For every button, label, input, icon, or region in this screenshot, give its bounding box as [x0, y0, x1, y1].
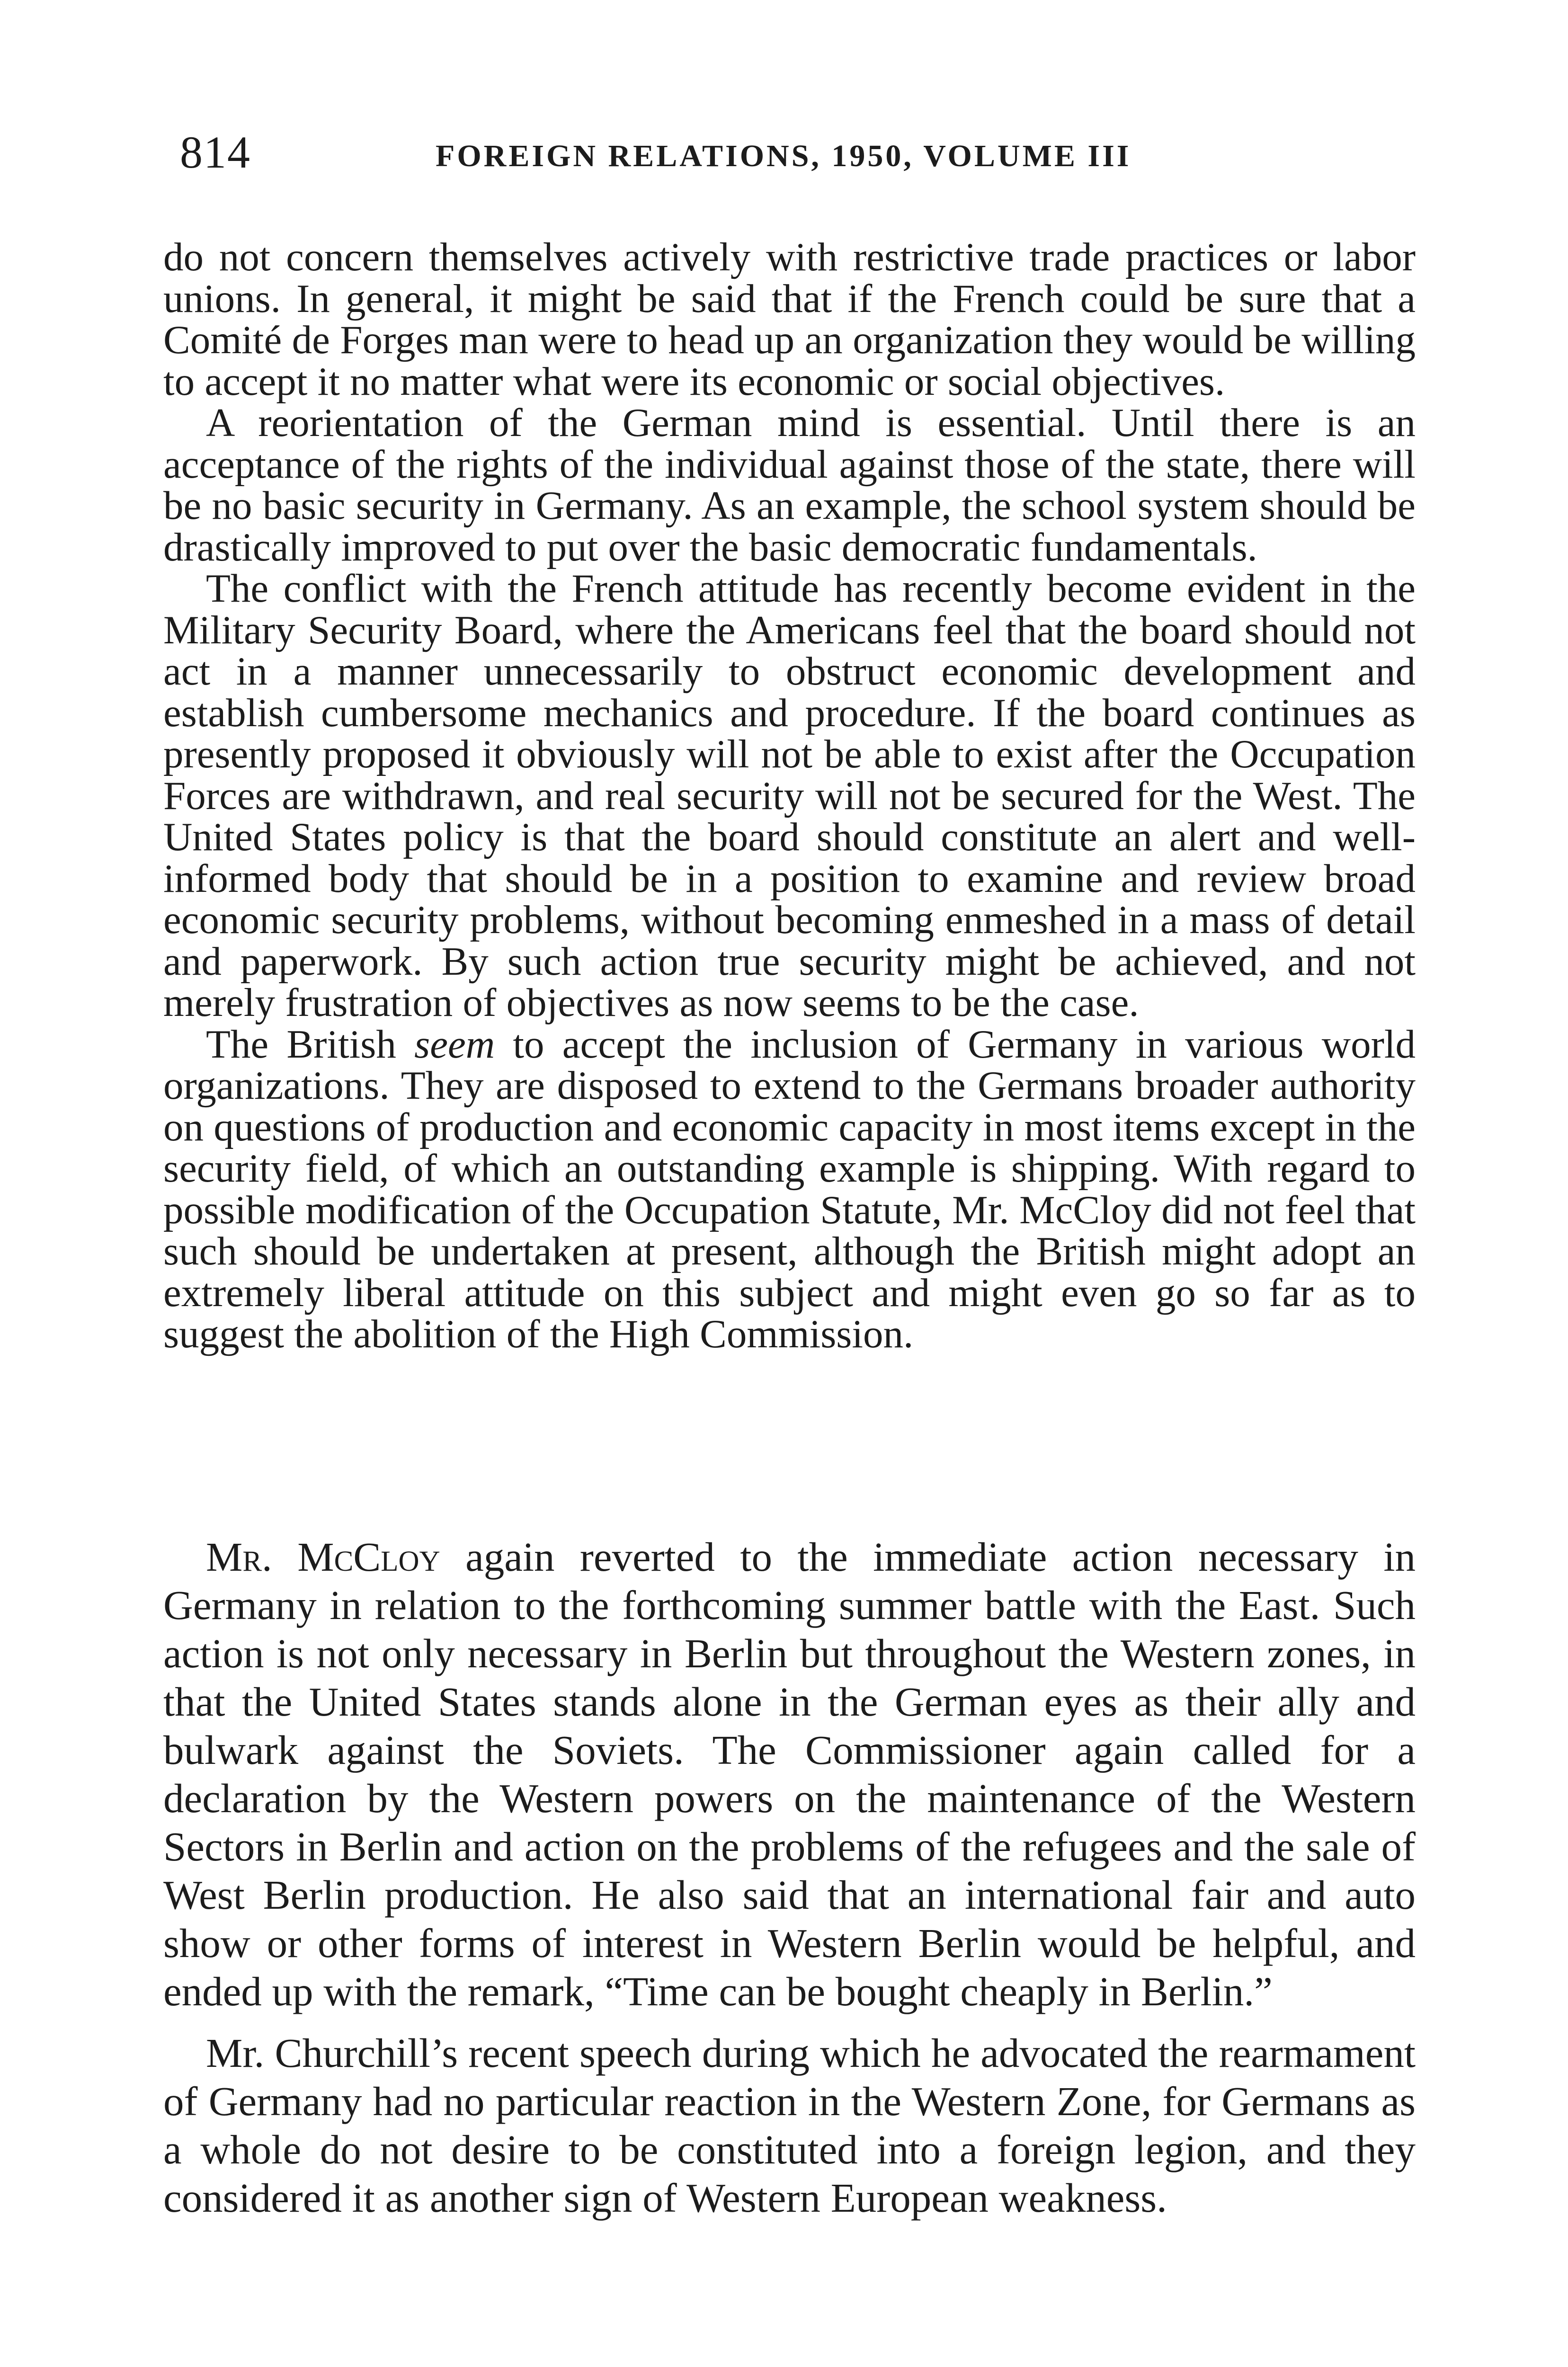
mccloy-text: again reverted to the immediate action necessary in Germany in relation to the forthcoming summer battle with the East. Such action is not only necessary in Berlin but throughout the Western zones, in that the United States stands alone in the German eyes as their ally and bulwark against the Soviets. The Commissioner again called for a declaration by the Western powers on the maintenance of the Western Sectors in Berlin and action on the problems of the refugees and the sale of West Berlin production. He also said that an international fair and auto show or other forms of interest in Western Berlin would be helpful, and ended up with the remark, “Time can be bought cheaply in Berlin.”	[163, 1534, 1416, 2014]
speaker-name: Mr. McCloy	[206, 1534, 440, 1580]
paragraph-military-security-board: The conflict with the French attitude has recently become evident in the Military Security Board, where the Americans feel that the board should not act in a manner unnecessarily to obstruct economic development and establish cumbersome mechanics and procedure. If the board continues as presently proposed it obviously will not be able to exist after the Occupation Forces are withdrawn, and real security will not be secured for the West. The United States policy is that the board should constitute an alert and well-informed body that should be in a position to examine and review broad economic security problems, without becoming enmeshed in a mass of detail and paperwork. By such action true security might be achieved, and not merely frustration of objectives as now seems to be the case.	[163, 566, 1416, 1025]
british-lead: The British	[206, 1022, 396, 1067]
paragraph-churchill-speech: Mr. Churchill’s recent speech during which he advocated the rearmament of Germany had no particular reaction in the Western Zone, for Germans as a whole do not desire to be constituted into a foreign legion, and they considered it as another sign of Western European weakness.	[163, 2030, 1416, 2221]
small-print-section	[163, 237, 1416, 1355]
page-number: 814	[180, 127, 251, 178]
page-header	[180, 124, 1411, 190]
running-head: FOREIGN RELATIONS, 1950, VOLUME III	[436, 139, 1131, 173]
paragraph-reorientation: A reorientation of the German mind is essential. Until there is an acceptance of the rights of the individual against those of the state, there will be no basic security in Germany. As an example, the school system should be drastically improved to put over the basic democratic fundamentals.	[163, 400, 1416, 570]
paragraph-mccloy-remarks	[163, 1533, 1416, 2016]
emphasis-seem: seem	[414, 1022, 495, 1067]
paragraph-continuation: do not concern themselves actively with restrictive trade practices or labor unions. In general, it might be said that if the French could be sure that a Comité de Forges man were to head up an organization they would be willing to accept it no matter what were its economic or social objectives.	[163, 235, 1416, 404]
british-remainder: to accept the inclusion of Germany in various world organizations. They are disposed to extend to the Germans broader authority on questions of production and economic capacity in most items except in the security field, of which an outstanding example is shipping. With regard to possible modification of the Occupation Statute, Mr. McCloy did not feel that such should be undertaken at present, although the British might adopt an extremely liberal attitude on this subject and might even go so far as to suggest the abolition of the High Commission.	[163, 1022, 1416, 1356]
paragraph-british-attitude	[163, 1024, 1416, 1355]
large-print-section	[163, 1533, 1416, 2222]
